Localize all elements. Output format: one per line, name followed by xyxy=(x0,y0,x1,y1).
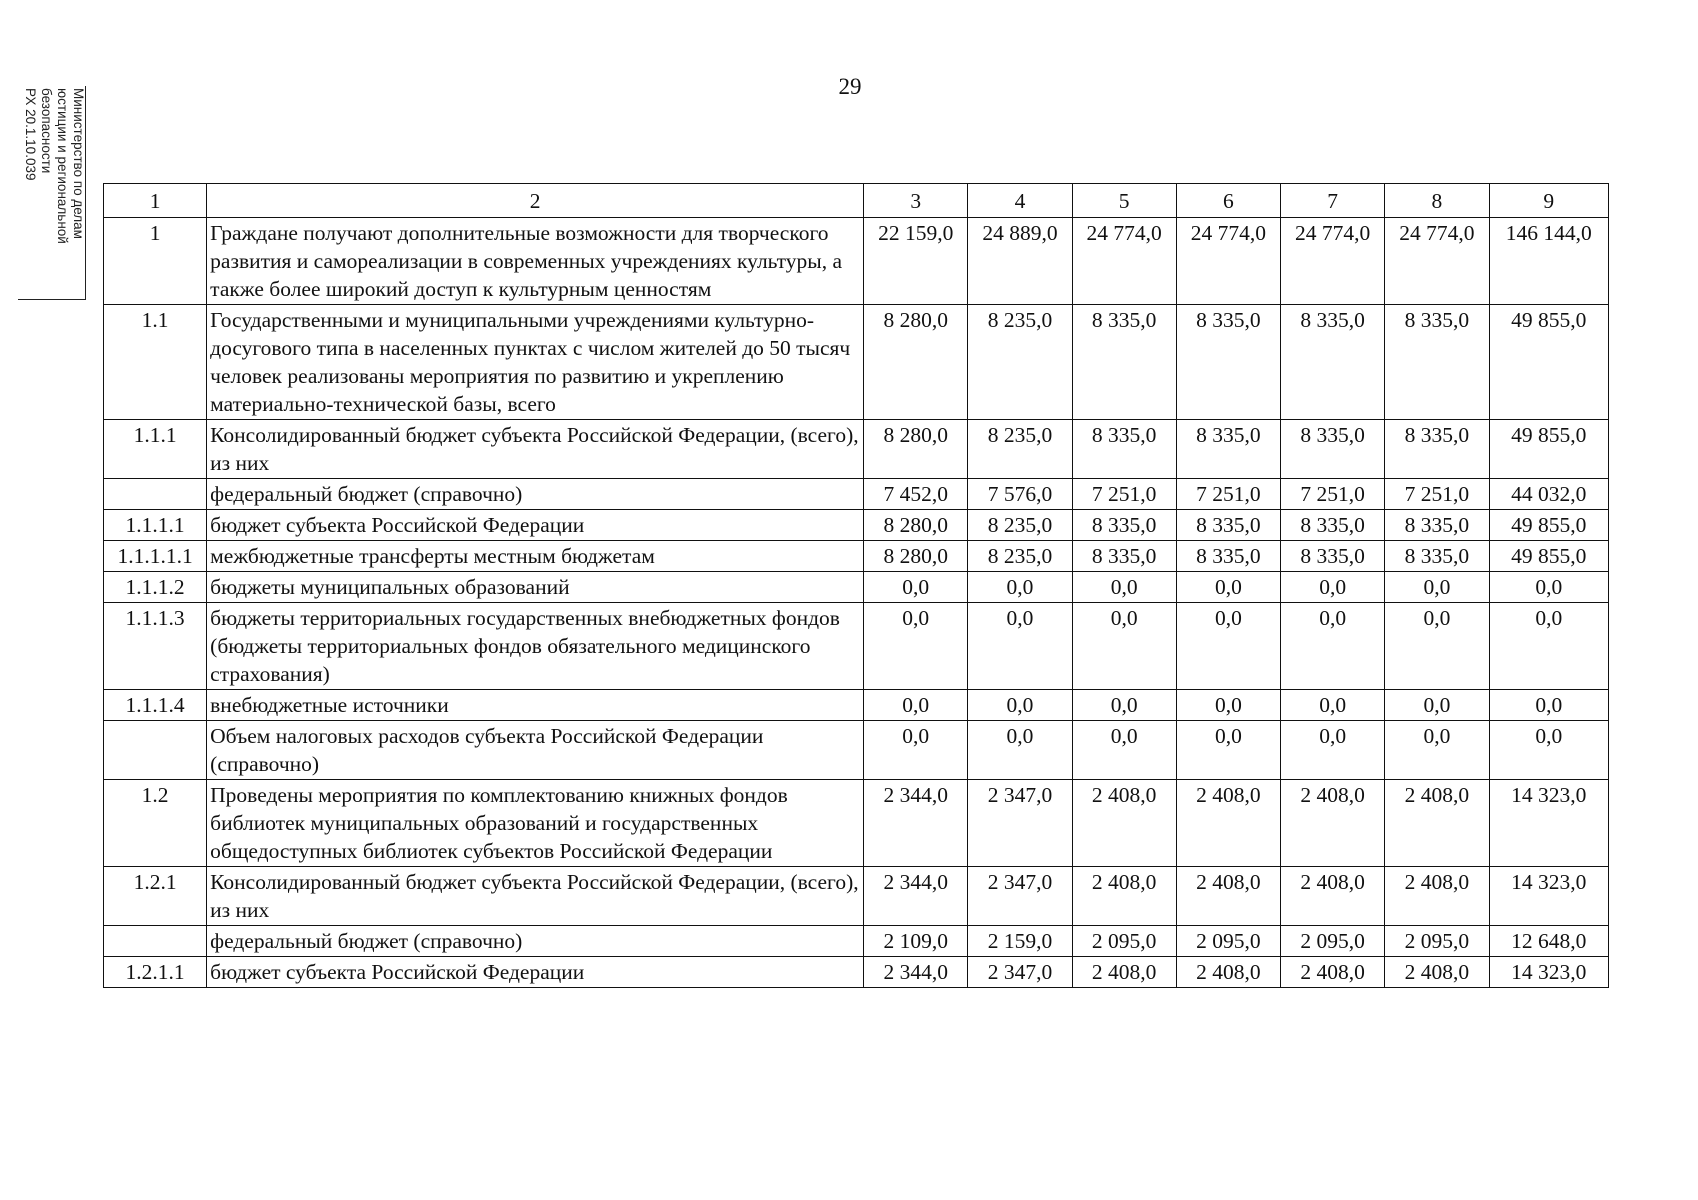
value-cell-col3: 8 280,0 xyxy=(864,420,968,479)
value-cell-col6: 0,0 xyxy=(1176,603,1280,690)
value-cell-col3: 8 280,0 xyxy=(864,541,968,572)
row-description-cell: Государственными и муниципальными учреждениями культурно-досугового типа в населенных пунктах с числом жителей до 50 тысяч человек реализованы мероприятия по развитию и укреплению материально-технической базы, всего xyxy=(207,305,864,420)
row-description-cell: Консолидированный бюджет субъекта Российской Федерации, (всего), из них xyxy=(207,420,864,479)
value-cell-col3: 0,0 xyxy=(864,572,968,603)
value-cell-col4: 2 347,0 xyxy=(968,780,1072,867)
value-cell-col9: 0,0 xyxy=(1489,721,1609,780)
row-code-cell: 1 xyxy=(104,218,207,305)
value-cell-col5: 0,0 xyxy=(1072,603,1176,690)
value-cell-col7: 8 335,0 xyxy=(1281,420,1385,479)
value-cell-col5: 8 335,0 xyxy=(1072,420,1176,479)
row-code-cell: 1.1.1.1 xyxy=(104,510,207,541)
value-cell-col9: 44 032,0 xyxy=(1489,479,1609,510)
value-cell-col3: 2 344,0 xyxy=(864,957,968,988)
value-cell-col7: 8 335,0 xyxy=(1281,305,1385,420)
table-row xyxy=(104,867,1609,926)
value-cell-col4: 2 159,0 xyxy=(968,926,1072,957)
value-cell-col8: 2 095,0 xyxy=(1385,926,1489,957)
value-cell-col8: 7 251,0 xyxy=(1385,479,1489,510)
value-cell-col7: 0,0 xyxy=(1281,572,1385,603)
stamp-line: Министерство по делам xyxy=(71,88,86,239)
value-cell-col8: 2 408,0 xyxy=(1385,780,1489,867)
row-description-cell: бюджет субъекта Российской Федерации xyxy=(207,957,864,988)
row-description-cell: федеральный бюджет (справочно) xyxy=(207,479,864,510)
row-description-cell: внебюджетные источники xyxy=(207,690,864,721)
row-code-cell: 1.2.1.1 xyxy=(104,957,207,988)
table-row xyxy=(104,957,1609,988)
value-cell-col6: 2 408,0 xyxy=(1176,780,1280,867)
value-cell-col5: 8 335,0 xyxy=(1072,541,1176,572)
value-cell-col4: 2 347,0 xyxy=(968,867,1072,926)
value-cell-col9: 14 323,0 xyxy=(1489,867,1609,926)
value-cell-col3: 0,0 xyxy=(864,603,968,690)
table-row xyxy=(104,541,1609,572)
table-header-row xyxy=(104,184,1609,218)
value-cell-col5: 2 095,0 xyxy=(1072,926,1176,957)
value-cell-col6: 2 408,0 xyxy=(1176,867,1280,926)
value-cell-col8: 2 408,0 xyxy=(1385,957,1489,988)
stamp-line: безопасности xyxy=(39,88,54,174)
table-row xyxy=(104,510,1609,541)
column-header: 2 xyxy=(207,184,864,218)
value-cell-col4: 0,0 xyxy=(968,690,1072,721)
value-cell-col3: 7 452,0 xyxy=(864,479,968,510)
table-row xyxy=(104,603,1609,690)
row-code-cell: 1.1.1.2 xyxy=(104,572,207,603)
value-cell-col9: 49 855,0 xyxy=(1489,510,1609,541)
row-code-cell xyxy=(104,721,207,780)
column-header: 3 xyxy=(864,184,968,218)
column-header: 6 xyxy=(1176,184,1280,218)
value-cell-col9: 49 855,0 xyxy=(1489,420,1609,479)
value-cell-col9: 49 855,0 xyxy=(1489,541,1609,572)
row-description-cell: бюджеты территориальных государственных внебюджетных фондов (бюджеты территориальных фондов обязательного медицинского страхования) xyxy=(207,603,864,690)
value-cell-col9: 49 855,0 xyxy=(1489,305,1609,420)
value-cell-col3: 2 344,0 xyxy=(864,867,968,926)
value-cell-col5: 2 408,0 xyxy=(1072,867,1176,926)
value-cell-col3: 0,0 xyxy=(864,721,968,780)
row-code-cell: 1.1.1.4 xyxy=(104,690,207,721)
column-header: 4 xyxy=(968,184,1072,218)
column-header: 7 xyxy=(1281,184,1385,218)
column-header: 1 xyxy=(104,184,207,218)
value-cell-col3: 2 109,0 xyxy=(864,926,968,957)
stamp-text xyxy=(24,88,86,298)
value-cell-col7: 24 774,0 xyxy=(1281,218,1385,305)
row-description-cell: бюджеты муниципальных образований xyxy=(207,572,864,603)
value-cell-col5: 2 408,0 xyxy=(1072,780,1176,867)
value-cell-col7: 2 095,0 xyxy=(1281,926,1385,957)
value-cell-col9: 0,0 xyxy=(1489,572,1609,603)
value-cell-col7: 8 335,0 xyxy=(1281,510,1385,541)
value-cell-col8: 0,0 xyxy=(1385,690,1489,721)
row-description-cell: Объем налоговых расходов субъекта Российской Федерации (справочно) xyxy=(207,721,864,780)
value-cell-col6: 8 335,0 xyxy=(1176,510,1280,541)
value-cell-col8: 24 774,0 xyxy=(1385,218,1489,305)
row-code-cell: 1.1.1.1.1 xyxy=(104,541,207,572)
value-cell-col4: 8 235,0 xyxy=(968,305,1072,420)
column-header: 8 xyxy=(1385,184,1489,218)
value-cell-col9: 12 648,0 xyxy=(1489,926,1609,957)
table-row xyxy=(104,572,1609,603)
table-row xyxy=(104,926,1609,957)
value-cell-col3: 0,0 xyxy=(864,690,968,721)
row-code-cell xyxy=(104,926,207,957)
value-cell-col8: 8 335,0 xyxy=(1385,305,1489,420)
column-header: 5 xyxy=(1072,184,1176,218)
row-code-cell: 1.2 xyxy=(104,780,207,867)
value-cell-col3: 8 280,0 xyxy=(864,510,968,541)
value-cell-col6: 0,0 xyxy=(1176,721,1280,780)
table-row xyxy=(104,218,1609,305)
value-cell-col7: 2 408,0 xyxy=(1281,867,1385,926)
row-code-cell: 1.2.1 xyxy=(104,867,207,926)
value-cell-col4: 7 576,0 xyxy=(968,479,1072,510)
value-cell-col3: 8 280,0 xyxy=(864,305,968,420)
value-cell-col6: 2 408,0 xyxy=(1176,957,1280,988)
value-cell-col5: 2 408,0 xyxy=(1072,957,1176,988)
row-code-cell xyxy=(104,479,207,510)
value-cell-col6: 2 095,0 xyxy=(1176,926,1280,957)
value-cell-col7: 8 335,0 xyxy=(1281,541,1385,572)
value-cell-col9: 146 144,0 xyxy=(1489,218,1609,305)
registration-stamp xyxy=(18,86,86,300)
row-code-cell: 1.1 xyxy=(104,305,207,420)
value-cell-col6: 0,0 xyxy=(1176,690,1280,721)
value-cell-col6: 0,0 xyxy=(1176,572,1280,603)
value-cell-col7: 2 408,0 xyxy=(1281,957,1385,988)
table-row xyxy=(104,420,1609,479)
value-cell-col9: 0,0 xyxy=(1489,690,1609,721)
value-cell-col5: 0,0 xyxy=(1072,572,1176,603)
table-row xyxy=(104,479,1609,510)
value-cell-col8: 2 408,0 xyxy=(1385,867,1489,926)
value-cell-col5: 8 335,0 xyxy=(1072,305,1176,420)
value-cell-col4: 0,0 xyxy=(968,572,1072,603)
value-cell-col4: 0,0 xyxy=(968,603,1072,690)
row-description-cell: Проведены мероприятия по комплектованию книжных фондов библиотек муниципальных образований и государственных общедоступных библиотек субъектов Российской Федерации xyxy=(207,780,864,867)
value-cell-col6: 8 335,0 xyxy=(1176,541,1280,572)
value-cell-col8: 8 335,0 xyxy=(1385,510,1489,541)
row-description-cell: Граждане получают дополнительные возможности для творческого развития и самореализации в современных учреждениях культуры, а также более широкий доступ к культурным ценностям xyxy=(207,218,864,305)
value-cell-col9: 14 323,0 xyxy=(1489,957,1609,988)
value-cell-col7: 7 251,0 xyxy=(1281,479,1385,510)
value-cell-col7: 2 408,0 xyxy=(1281,780,1385,867)
value-cell-col5: 0,0 xyxy=(1072,721,1176,780)
row-description-cell: межбюджетные трансферты местным бюджетам xyxy=(207,541,864,572)
stamp-line: РХ 20.1.10.039 xyxy=(23,88,38,181)
value-cell-col9: 0,0 xyxy=(1489,603,1609,690)
value-cell-col5: 7 251,0 xyxy=(1072,479,1176,510)
value-cell-col6: 7 251,0 xyxy=(1176,479,1280,510)
value-cell-col4: 8 235,0 xyxy=(968,541,1072,572)
value-cell-col6: 8 335,0 xyxy=(1176,305,1280,420)
table-body xyxy=(104,218,1609,988)
value-cell-col7: 0,0 xyxy=(1281,690,1385,721)
value-cell-col3: 22 159,0 xyxy=(864,218,968,305)
row-description-cell: Консолидированный бюджет субъекта Российской Федерации, (всего), из них xyxy=(207,867,864,926)
row-code-cell: 1.1.1 xyxy=(104,420,207,479)
value-cell-col7: 0,0 xyxy=(1281,603,1385,690)
table-row xyxy=(104,305,1609,420)
value-cell-col8: 0,0 xyxy=(1385,572,1489,603)
value-cell-col6: 24 774,0 xyxy=(1176,218,1280,305)
value-cell-col5: 0,0 xyxy=(1072,690,1176,721)
row-description-cell: федеральный бюджет (справочно) xyxy=(207,926,864,957)
value-cell-col4: 8 235,0 xyxy=(968,420,1072,479)
value-cell-col6: 8 335,0 xyxy=(1176,420,1280,479)
budget-table xyxy=(103,183,1609,988)
table-row xyxy=(104,690,1609,721)
row-code-cell: 1.1.1.3 xyxy=(104,603,207,690)
value-cell-col5: 8 335,0 xyxy=(1072,510,1176,541)
value-cell-col8: 8 335,0 xyxy=(1385,541,1489,572)
row-description-cell: бюджет субъекта Российской Федерации xyxy=(207,510,864,541)
value-cell-col3: 2 344,0 xyxy=(864,780,968,867)
value-cell-col4: 2 347,0 xyxy=(968,957,1072,988)
value-cell-col8: 0,0 xyxy=(1385,721,1489,780)
value-cell-col8: 0,0 xyxy=(1385,603,1489,690)
value-cell-col4: 8 235,0 xyxy=(968,510,1072,541)
page-number: 29 xyxy=(838,74,862,99)
value-cell-col7: 0,0 xyxy=(1281,721,1385,780)
value-cell-col8: 8 335,0 xyxy=(1385,420,1489,479)
value-cell-col9: 14 323,0 xyxy=(1489,780,1609,867)
table-row xyxy=(104,780,1609,867)
table-row xyxy=(104,721,1609,780)
value-cell-col4: 24 889,0 xyxy=(968,218,1072,305)
column-header: 9 xyxy=(1489,184,1609,218)
value-cell-col5: 24 774,0 xyxy=(1072,218,1176,305)
value-cell-col4: 0,0 xyxy=(968,721,1072,780)
stamp-line: юстиции и региональной xyxy=(55,88,70,244)
